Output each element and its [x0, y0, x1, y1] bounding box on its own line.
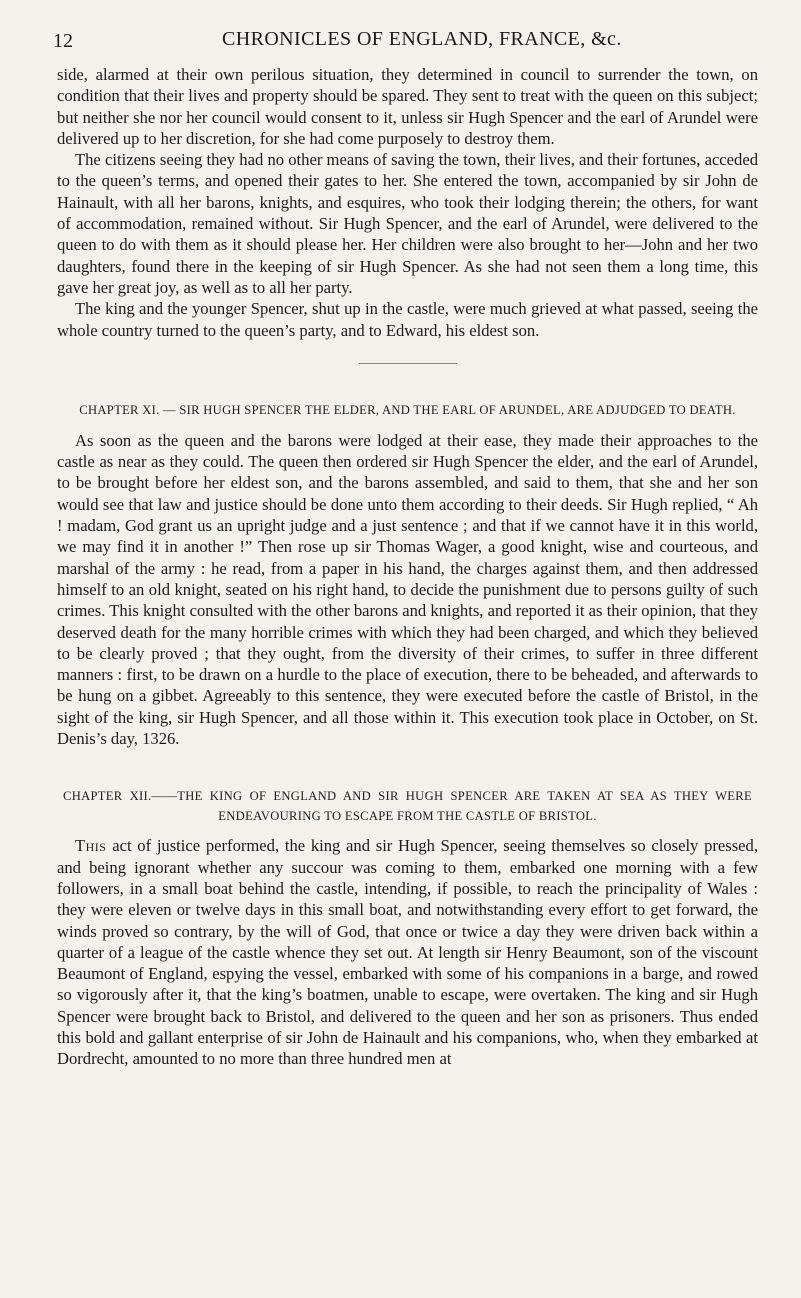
intro-paragraph-3: The king and the younger Spencer, shut up in the castle, were much grieved at what passed, seeing the whole country turned to the queen’s party, and to Edward, his eldest son. [57, 299, 758, 340]
intro-paragraph-2: The citizens seeing they had no other means of saving the town, their lives, and their fortunes, acceded to the queen’s terms, and opened their gates to her. She entered the town, accompanied by sir John de Hainault, with all her barons, knights, and esquires, who took their lodging therein; the others, for want of accommodation, remained without. Sir Hugh Spencer, and the earl of Arundel, were delivered to the queen to do with them as it should please her. Her children were also brought to her—John and her two daughters, found there in the keeping of sir Hugh Spencer. As she had not seen them a long time, this gave her great joy, as well as to all her party. [57, 150, 758, 297]
chapter-xi-heading: CHAPTER XI. — SIR HUGH SPENCER THE ELDER, AND THE EARL OF ARUNDEL, ARE ADJUDGED TO DEATH. [79, 402, 736, 417]
running-title: CHRONICLES OF ENGLAND, FRANCE, &c. [222, 28, 622, 50]
chapter-xii-text: act of justice performed, the king and sir Hugh Spencer, seeing themselves so closely pressed, and being ignorant whether any succour was coming to them, embarked one morning with a few followers, in a small boat behind the castle, intending, if possible, to reach the principality of Wales : they were eleven or twelve days in this small boat, and notwithstanding every effort to get forward, the winds proved so contrary, by the will of God, that once or twice a day they were driven back within a quarter of a league of the castle whence they set out. At length sir Henry Beaumont, son of the viscount Beaumont of England, espying the vessel, embarked with some of his companions in a barge, and rowed so vigorously after it, that the king’s boatmen, unable to escape, were overtaken. The king and sir Hugh Spencer were brought back to Bristol, and delivered to the queen and her son as prisoners. Thus ended this bold and gallant enterprise of sir John de Hainault and his companions, who, when they embarked at Dordrecht, amounted to no more than three hundred men at [57, 836, 758, 1069]
chapter-xi-paragraph: As soon as the queen and the barons were lodged at their ease, they made their approaches to the castle as near as they could. The queen then ordered sir Hugh Spencer the elder, and the earl of Arundel, to be brought before her eldest son, and the barons assembled, and said to them, that she and her son would see that law and justice should be done unto them according to their deeds. Sir Hugh replied, “ Ah ! madam, God grant us an upright judge and a just sentence ; and that if we cannot have it in this world, we may find it in another !” Then rose up sir Thomas Wager, a good knight, wise and courteous, and marshal of the army : he read, from a paper in his hand, the charges against them, and then addressed himself to an old knight, seated on his right hand, to decide the punishment due to persons guilty of such crimes. This knight consulted with the other barons and knights, and reported it as their opinion, that they deserved death for the many horrible crimes with which they had been charged, and which they believed to be clearly proved ; that they ought, from the diversity of their crimes, to suffer in three different manners : first, to be drawn on a hurdle to the place of execution, there to be beheaded, and afterwards to be hung on a gibbet. Agreeably to this sentence, they were executed before the castle of Bristol, in the sight of the king, sir Hugh Spencer, and all those within it. This execution took place in October, on St. Denis’s day, 1326. [57, 430, 758, 749]
chapter-xii-heading: CHAPTER XII.——THE KING OF ENGLAND AND SIR HUGH SPENCER ARE TAKEN AT SEA AS THEY WERE ENDEAVOURING TO ESCAPE FROM THE CASTLE OF BRISTOL. [63, 789, 752, 824]
running-header [53, 26, 758, 64]
intro-paragraph-1: side, alarmed at their own perilous situation, they determined in council to surrender the town, on condition that their lives and property should be spared. They sent to treat with the queen on this subject; but neither she nor her council would consent to it, unless sir Hugh Spencer and the earl of Arundel were delivered up to her discretion, for she had come purposely to destroy them. [57, 65, 758, 148]
chapter-xii-first-word: This [75, 836, 107, 856]
section-divider [359, 363, 457, 364]
chapter-xii-paragraph [57, 835, 758, 1069]
page-number: 12 [53, 30, 73, 52]
